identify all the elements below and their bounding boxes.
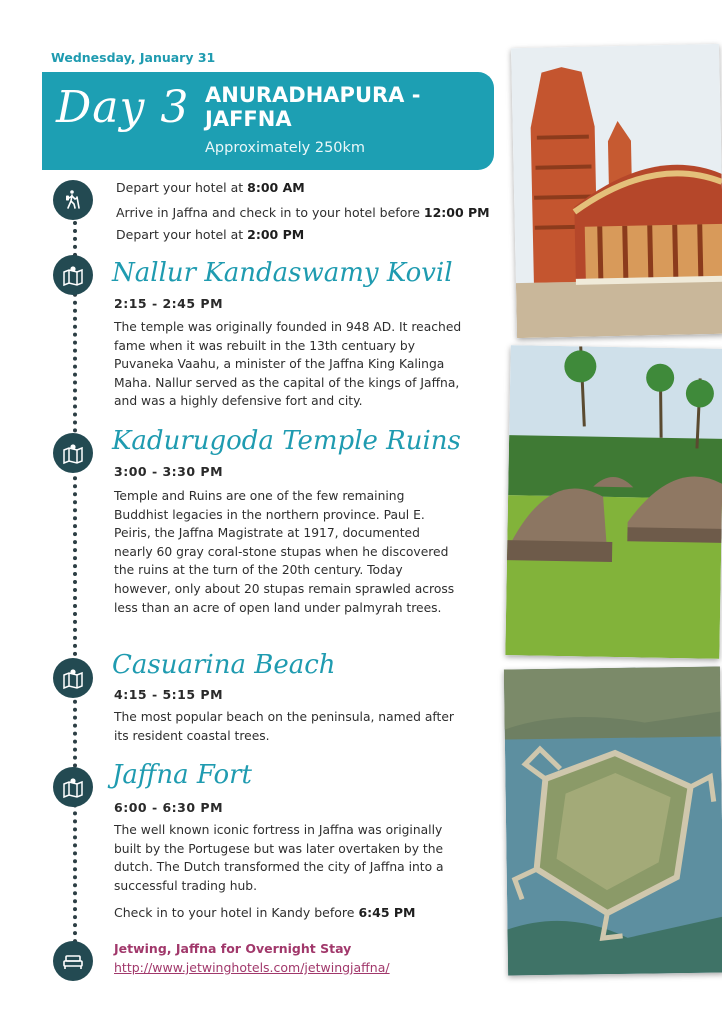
- stop-description: Temple and Ruins are one of the few remaining Buddhist legacies in the northern province. Paul E. Peiris, the Jaffna Magistrate at 1917, documented nearly 60 gray coral-stone stupas when he discovered the ruins at the turn of the 20th century. Today however, only about 20 stupas remain sprawled across less than an acre of open land under palmyrah trees.: [114, 489, 455, 615]
- day-distance: Approximately 250km: [205, 140, 366, 156]
- jaffna-fort-aerial-photo: [504, 667, 722, 976]
- stupa-ruins-photo: [505, 345, 722, 659]
- checkin-kandy: Check in to your hotel in Kandy before 6:45 PM: [114, 905, 416, 920]
- map-pin-icon: [53, 658, 93, 698]
- depart-morning: Depart your hotel at 8:00 AM: [116, 180, 305, 195]
- map-pin-icon: [53, 433, 93, 473]
- hiker-icon: [53, 180, 93, 220]
- stop-description: The temple was originally founded in 948 AD. It reached fame when it was rebuilt in the 13th centuary by Puvaneka Vaahu, a minister of the Jaffna King Kalinga Maha. Nallur served as the capital of the kings of Jaffna, and was a highly defensive fort and city.: [114, 320, 462, 409]
- stop-description: The most popular beach on the peninsula, named after its resident coastal trees.: [114, 710, 454, 743]
- stop-title: Jaffna Fort: [112, 760, 253, 790]
- day-number: Day 3: [56, 82, 190, 133]
- stop-title: Nallur Kandaswamy Kovil: [112, 258, 453, 288]
- map-pin-icon: [53, 767, 93, 807]
- stop-title: Kadurugoda Temple Ruins: [112, 426, 461, 456]
- hotel-name: Jetwing, Jaffna for Overnight Stay: [114, 941, 352, 956]
- map-pin-icon: [53, 255, 93, 295]
- stop-time: 2:15 - 2:45 PM: [114, 296, 224, 311]
- day-route-title: ANURADHAPURA - JAFFNA: [205, 83, 421, 131]
- date-label: Wednesday, January 31: [51, 50, 216, 65]
- stop-description: The well known iconic fortress in Jaffna was originally built by the Portugese but was later overtaken by the dutch. The Dutch transformed the city of Jaffna into a successful trading hub.: [114, 823, 444, 893]
- arrive-jaffna: Arrive in Jaffna and check in to your hotel before 12:00 PM: [116, 205, 490, 220]
- stop-title: Casuarina Beach: [112, 650, 336, 680]
- timeline-dotted-line: [73, 205, 77, 960]
- day-banner: [42, 72, 494, 170]
- bed-icon: [53, 941, 93, 981]
- stop-time: 3:00 - 3:30 PM: [114, 464, 224, 479]
- temple-photo: [511, 44, 722, 338]
- depart-afternoon: Depart your hotel at 2:00 PM: [116, 227, 305, 242]
- stop-time: 4:15 - 5:15 PM: [114, 687, 224, 702]
- hotel-link[interactable]: http://www.jetwinghotels.com/jetwingjaffna/: [114, 960, 390, 975]
- stop-time: 6:00 - 6:30 PM: [114, 800, 224, 815]
